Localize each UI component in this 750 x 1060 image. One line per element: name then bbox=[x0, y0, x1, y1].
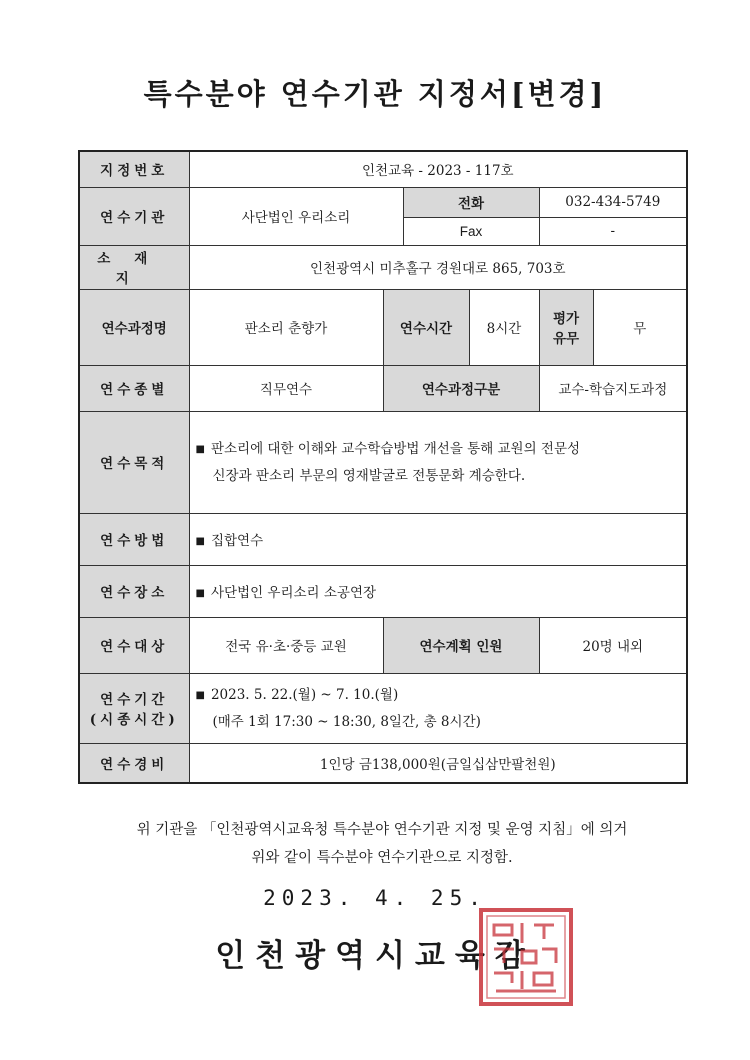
location-value: 인천광역시 미추홀구 경원대로 865, 703호 bbox=[189, 245, 687, 289]
period-line1 bbox=[196, 682, 681, 709]
bullet-icon: ■ bbox=[195, 443, 205, 455]
hours-value: 8시간 bbox=[469, 289, 539, 365]
bullet-icon: ■ bbox=[195, 536, 205, 547]
method-label: 연수방법 bbox=[79, 513, 189, 565]
eval-label-line2: 유무 bbox=[552, 331, 580, 347]
purpose-label: 연수목적 bbox=[79, 411, 189, 513]
period-label-line1: 연수기간 bbox=[100, 692, 169, 708]
period-label bbox=[79, 673, 189, 743]
issue-date: 2023. 4. 25. bbox=[263, 886, 487, 910]
target-label: 연수대상 bbox=[79, 617, 189, 673]
bullet-icon: ■ bbox=[195, 588, 205, 599]
period-label-line2: (시종시간) bbox=[89, 712, 179, 728]
row-target bbox=[79, 617, 687, 673]
category-value: 교수-학습지도과정 bbox=[539, 365, 687, 411]
hours-label: 연수시간 bbox=[383, 289, 469, 365]
eval-label-line1: 평가 bbox=[552, 311, 580, 327]
row-period bbox=[79, 673, 687, 743]
purpose-line2: 신장과 판소리 부문의 영재발굴로 전통문화 계승한다. bbox=[212, 467, 526, 484]
designation-statement bbox=[78, 816, 686, 872]
target-value: 전국 유·초·중등 교원 bbox=[189, 617, 383, 673]
count-label: 연수계획 인원 bbox=[383, 617, 539, 673]
statement-line1: 위 기관을 「인천광역시교육청 특수분야 연수기관 지정 및 운영 지침」에 의거 bbox=[136, 822, 628, 838]
row-method bbox=[79, 513, 687, 565]
place-text: 사단법인 우리소리 소공연장 bbox=[210, 585, 377, 601]
count-value: 20명 내외 bbox=[539, 617, 687, 673]
period-value bbox=[189, 673, 687, 743]
row-type bbox=[79, 365, 687, 411]
location-label: 소재지 bbox=[79, 245, 189, 289]
purpose-line1 bbox=[196, 436, 681, 463]
method-value bbox=[189, 513, 687, 565]
row-course bbox=[79, 289, 687, 365]
designation-no-label: 지정번호 bbox=[79, 151, 189, 187]
method-text: 집합연수 bbox=[210, 533, 264, 549]
row-place bbox=[79, 565, 687, 617]
type-label: 연수종별 bbox=[79, 365, 189, 411]
place-value bbox=[189, 565, 687, 617]
category-label: 연수과정구분 bbox=[383, 365, 539, 411]
bullet-icon: ■ bbox=[195, 689, 205, 701]
course-label: 연수과정명 bbox=[79, 289, 189, 365]
issuer-name: 인천광역시교육감 bbox=[215, 938, 535, 974]
eval-label bbox=[539, 289, 593, 365]
period-text-1: 2023. 5. 22.(월) ~ 7. 10.(월) bbox=[210, 686, 399, 703]
row-institution bbox=[79, 187, 687, 217]
certificate-table bbox=[78, 150, 688, 784]
type-value: 직무연수 bbox=[189, 365, 383, 411]
cost-value: 1인당 금138,000원(금일십삼만팔천원) bbox=[189, 743, 687, 783]
period-line2: (매주 1회 17:30 ~ 18:30, 8일간, 총 8시간) bbox=[212, 713, 481, 730]
row-cost bbox=[79, 743, 687, 783]
purpose-value bbox=[189, 411, 687, 513]
institution-label: 연수기관 bbox=[79, 187, 189, 245]
row-designation-no bbox=[79, 151, 687, 187]
phone-value: 032-434-5749 bbox=[539, 187, 687, 217]
fax-label: Fax bbox=[403, 217, 539, 245]
cost-label: 연수경비 bbox=[79, 743, 189, 783]
row-purpose bbox=[79, 411, 687, 513]
official-seal-icon bbox=[478, 907, 574, 1007]
phone-label: 전화 bbox=[403, 187, 539, 217]
course-value: 판소리 춘향가 bbox=[189, 289, 383, 365]
designation-no-value: 인천교육 - 2023 - 117호 bbox=[189, 151, 687, 187]
row-location bbox=[79, 245, 687, 289]
statement-line2: 위와 같이 특수분야 연수기관으로 지정함. bbox=[251, 850, 513, 866]
place-label: 연수장소 bbox=[79, 565, 189, 617]
institution-value: 사단법인 우리소리 bbox=[189, 187, 403, 245]
eval-value: 무 bbox=[593, 289, 687, 365]
purpose-text-1: 판소리에 대한 이해와 교수학습방법 개선을 통해 교원의 전문성 bbox=[210, 440, 581, 457]
fax-value: - bbox=[539, 217, 687, 245]
document-title: 특수분야 연수기관 지정서[변경] bbox=[143, 77, 607, 111]
